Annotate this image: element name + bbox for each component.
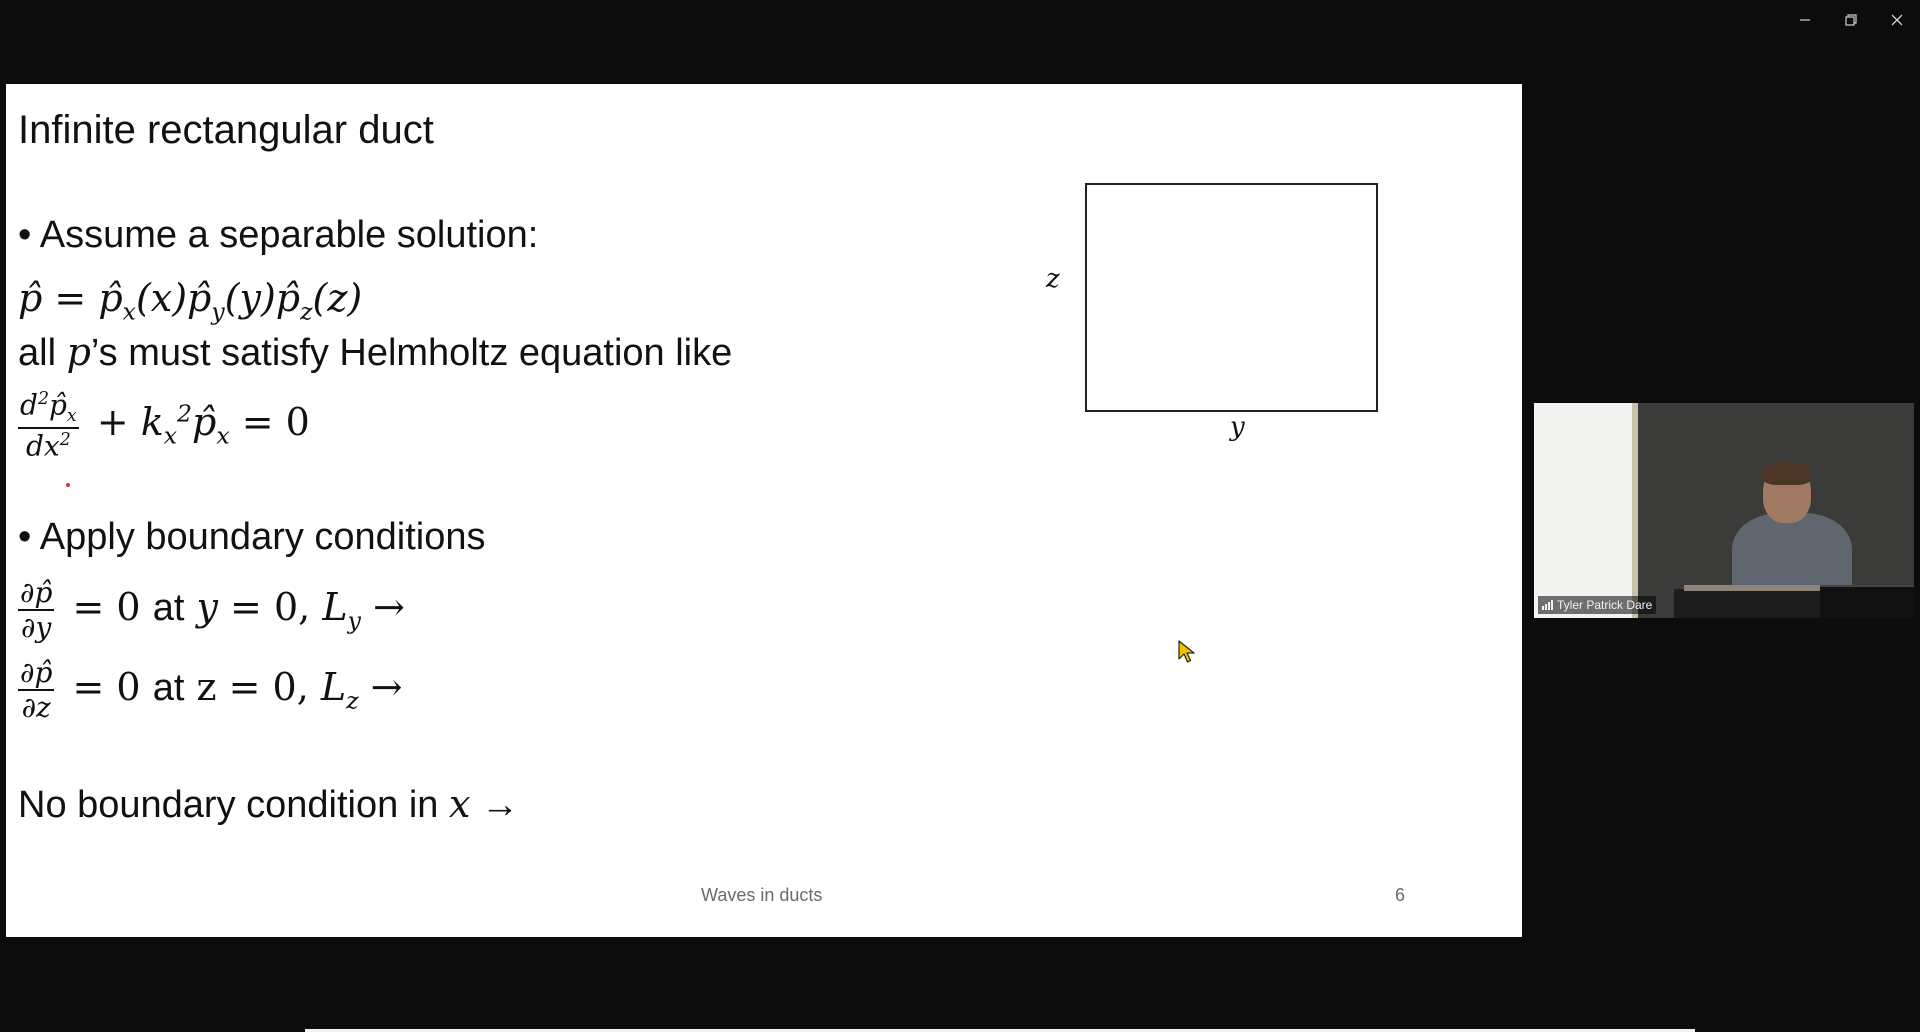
equation-bc-z: $\frac{\partial p̂}{\partial z}$ = 0 at z = 0, $L_z$ →	[20, 656, 403, 725]
slide-page-number: 6	[1395, 885, 1406, 905]
close-button[interactable]	[1874, 0, 1920, 40]
video-screen-edge	[1632, 403, 1638, 618]
restore-icon	[1844, 13, 1858, 27]
bullet-icon: •	[18, 214, 32, 256]
video-person-hair	[1762, 461, 1812, 485]
video-monitor	[1820, 585, 1914, 618]
slide-footer-title: Waves in ducts	[701, 885, 823, 905]
minimize-button[interactable]	[1782, 0, 1828, 40]
close-icon	[1890, 13, 1904, 27]
equation-bc-y: $\frac{\partial p̂}{\partial y}$ = 0 at y = 0, $L_y$ →	[20, 576, 405, 645]
participant-name: Tyler Patrick Dare	[1557, 598, 1653, 612]
axis-label-z: z	[1046, 264, 1060, 294]
no-bc-var: x	[448, 782, 471, 826]
window-controls	[1782, 0, 1920, 40]
helmholtz-post: ’s must satisfy Helmholtz equation like	[90, 332, 733, 374]
bullet-boundary	[18, 516, 486, 559]
signal-strength-icon	[1542, 600, 1553, 610]
no-bc-arrow: →	[480, 784, 519, 826]
helmholtz-pre: all	[18, 332, 67, 374]
bullet-boundary-text: Apply boundary conditions	[39, 516, 486, 558]
helmholtz-p: p	[66, 330, 91, 374]
axis-label-y: y	[1230, 412, 1245, 442]
helmholtz-statement	[18, 330, 732, 375]
duct-cross-section	[1085, 183, 1378, 412]
participant-video-tile[interactable]	[1534, 403, 1914, 618]
annotation-dot	[66, 483, 70, 487]
no-bc-text: No boundary condition in	[18, 784, 449, 826]
participant-name-label	[1538, 596, 1656, 614]
video-projection-screen	[1534, 403, 1632, 618]
equation-helmholtz: $\frac{d^2p̂_x}{dx^2}$ + $k_x^2p̂_x = 0$	[20, 388, 310, 463]
equation-separable: p̂ = $p̂_x(x)p̂_y(y)p̂_z(z)$	[18, 276, 363, 326]
presentation-slide	[6, 84, 1522, 937]
restore-button[interactable]	[1828, 0, 1874, 40]
mouse-cursor-icon	[1178, 640, 1196, 664]
no-boundary-statement	[18, 782, 519, 827]
bullet-separable-text: Assume a separable solution:	[39, 214, 539, 256]
bullet-icon: •	[18, 516, 32, 558]
slide-title: Infinite rectangular duct	[18, 108, 434, 152]
bullet-separable	[18, 214, 538, 257]
minimize-icon	[1798, 13, 1812, 27]
